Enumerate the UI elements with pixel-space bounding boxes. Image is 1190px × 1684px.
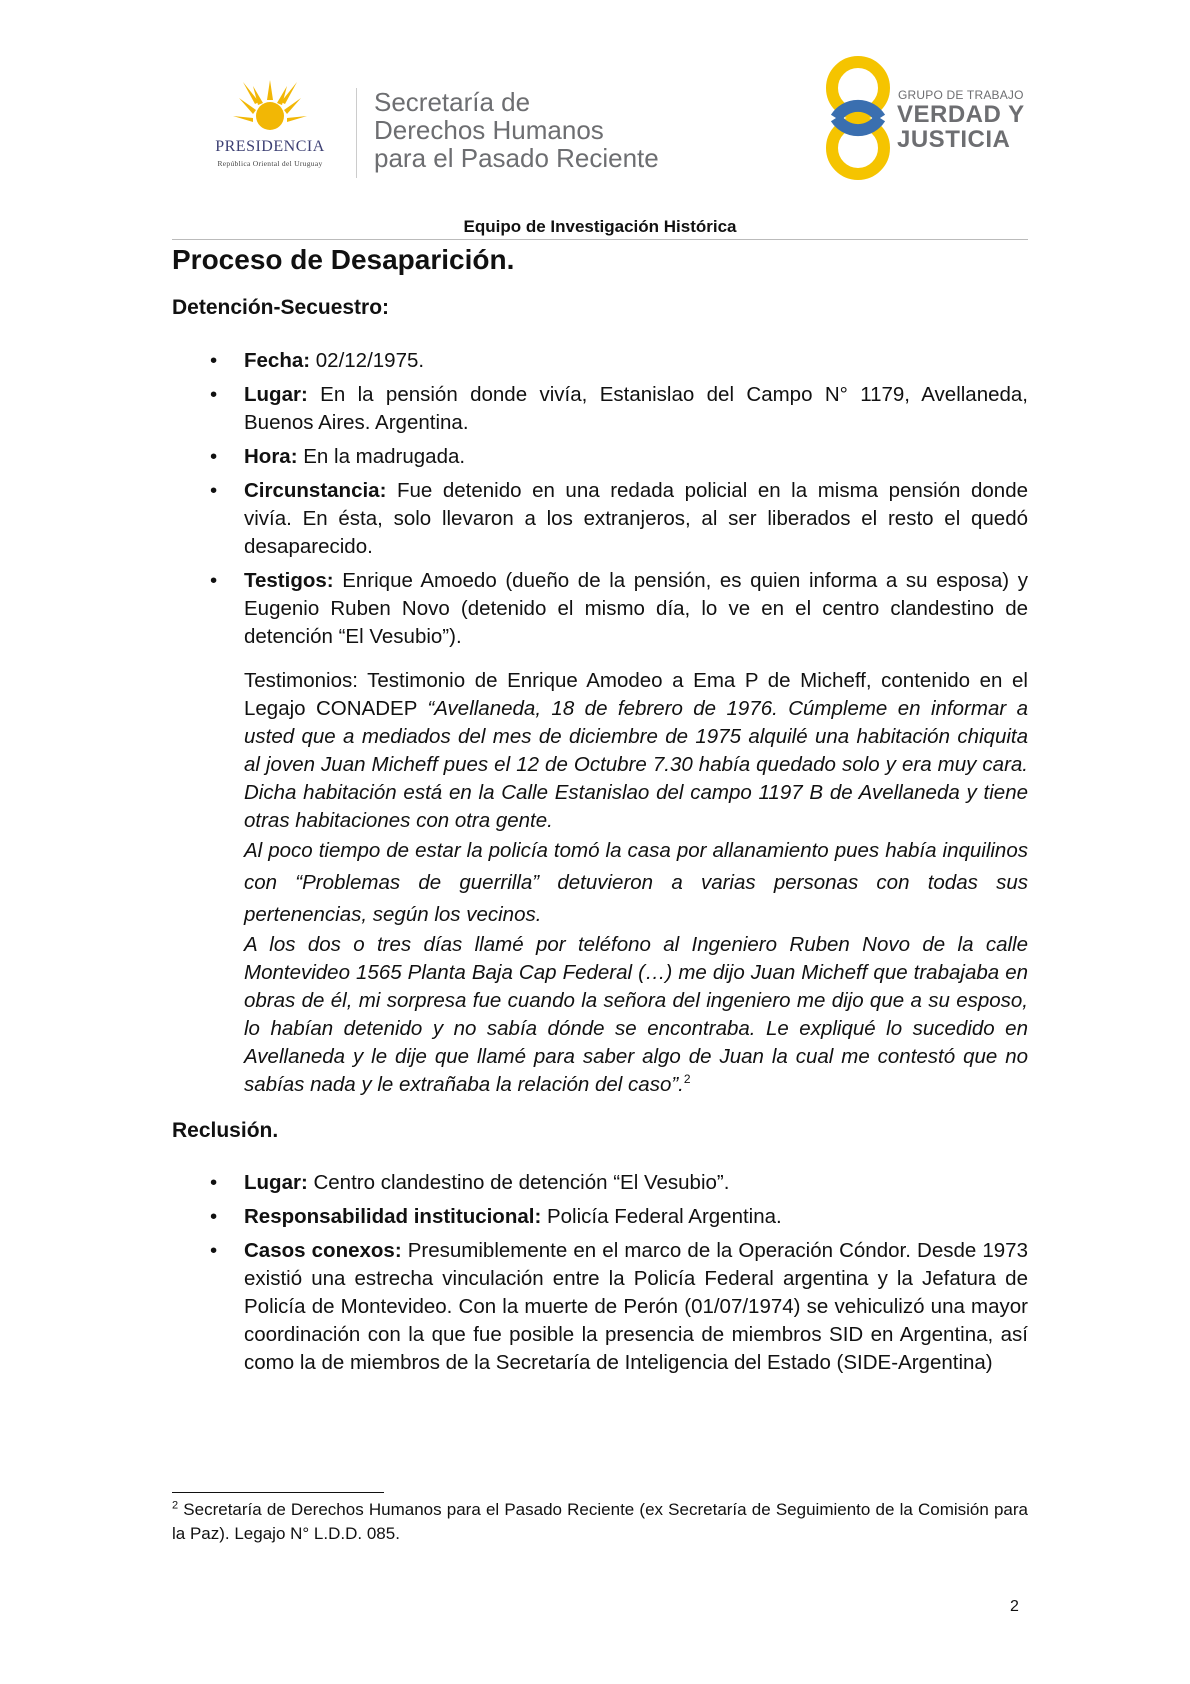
item-text: En la pensión donde vivía, Estanislao del Campo N° 1179, Avellaneda, Buenos Aires. Argentina. [244, 383, 1028, 434]
bullet-icon: • [210, 1205, 218, 1228]
secretaria-logo [374, 88, 714, 172]
page-number: 2 [1010, 1598, 1019, 1615]
testimonios-block [172, 667, 1028, 1099]
detencion-heading: Detención-Secuestro: [172, 296, 390, 319]
bullet-icon: • [210, 349, 218, 372]
list-item [172, 443, 1028, 471]
logo-divider [356, 88, 357, 178]
item-text: En la madrugada. [297, 445, 466, 468]
item-text: Centro clandestino de detención “El Vesubio”. [307, 1171, 730, 1194]
bullet-icon: • [210, 479, 218, 502]
running-header: Equipo de Investigación Histórica [463, 217, 737, 236]
bullet-icon: • [210, 383, 218, 406]
item-label: Fecha: [244, 349, 311, 372]
presidencia-logo [195, 80, 345, 180]
secretaria-line-3: para el Pasado Reciente [374, 143, 659, 173]
item-label: Responsabilidad institucional: [244, 1205, 542, 1228]
item-text: Enrique Amoedo (dueño de la pensión, es quien informa a su esposa) y Eugenio Ruben Novo (detenido el mismo día, lo ve en el centro clandestino de detención “El Vesubio”). [244, 569, 1028, 648]
item-label: Casos conexos: [244, 1239, 402, 1262]
testimonio-quote-3: A los dos o tres días llamé por teléfono al Ingeniero Ruben Novo de la calle Montevideo 1565 Planta Baja Cap Federal (…) me dijo Juan Micheff que trabajaba en obras de él, mi sorpresa fue cuando la señora del ingeniero me dijo que a su esposo, lo habían detenido y no sabía dónde se encontraba. Le expliqué lo sucedido en Avellaneda y le dije que llamé para saber algo de Juan la cual me contestó que no sabías nada y le extrañaba la relación del caso”. [244, 933, 1028, 1096]
list-item [172, 1169, 1028, 1197]
secretaria-line-1: Secretaría de [374, 87, 531, 117]
list-item [172, 1237, 1028, 1377]
verdad-label: VERDAD Y [897, 101, 1025, 128]
footnote-rule [172, 1492, 384, 1493]
item-text: 02/12/1975. [310, 349, 425, 372]
presidencia-subtitle: República Oriental del Uruguay [217, 159, 323, 168]
interlocked-rings-icon [818, 54, 898, 182]
item-label: Circunstancia: [244, 479, 387, 502]
bullet-icon: • [210, 445, 218, 468]
list-item [172, 477, 1028, 561]
item-label: Hora: [244, 445, 298, 468]
item-label: Lugar: [244, 1171, 308, 1194]
footnote-number: 2 [172, 1499, 179, 1512]
item-text: Presumiblemente en el marco de la Operación Cóndor. Desde 1973 existió una estrecha vinculación entre la Policía Federal argentina y la Jefatura de Policía de Montevideo. Con la muerte de Perón (01/07/1974) se vehiculizó una mayor coordinación con la que fue posible la presencia de miembros SID en Argentina, así como la de miembros de la Secretaría de Inteligencia del Estado (SIDE-Argentina) [244, 1239, 1028, 1374]
testimonio-paragraph-1 [244, 667, 1028, 835]
list-item [172, 567, 1028, 651]
reclusion-heading: Reclusión. [172, 1119, 279, 1142]
bullet-icon: • [210, 1171, 218, 1194]
testimonio-quote-2: Al poco tiempo de estar la policía tomó la casa por allanamiento pues había inquilinos con “Problemas de guerrilla” detuvieron a varias personas con todas sus pertenencias, según los vecinos. [244, 839, 1028, 926]
item-text: Fue detenido en una redada policial en la misma pensión donde vivía. En ésta, solo llevaron a los extranjeros, al ser liberados el resto el quedó desaparecido. [244, 479, 1028, 558]
reclusion-list [172, 1169, 1028, 1377]
footnote-reference[interactable]: 2 [683, 1072, 691, 1087]
bullet-icon: • [210, 569, 218, 592]
list-item [172, 381, 1028, 437]
bullet-icon: • [210, 1239, 218, 1262]
main-content [172, 240, 1028, 1383]
footnote [172, 1498, 1028, 1546]
testimonio-quote-1: “Avellaneda, 18 de febrero de 1976. Cúmpleme en informar a usted que a mediados del mes de diciembre de 1975 alquilé una habitación chiquita al joven Juan Micheff pues el 12 de Octubre 7.30 había quedado solo y era muy cara. Dicha habitación está en la Calle Estanislao del campo 1197 B de Avellaneda y tiene otras habitaciones con otra gente. [244, 697, 1028, 832]
list-item [172, 347, 1028, 375]
testimonio-intro: Testimonios: Testimonio de Enrique Amodeo a Ema P de Micheff, contenido en el Legajo CONADEP [244, 669, 1028, 720]
item-label: Testigos: [244, 569, 334, 592]
item-label: Lugar: [244, 383, 308, 406]
section-title: Proceso de Desaparición. [172, 244, 515, 275]
justicia-label: JUSTICIA [897, 126, 1011, 153]
testimonio-paragraph-2 [244, 835, 1028, 931]
list-item [172, 1203, 1028, 1231]
sun-emblem-icon [233, 80, 307, 140]
presidencia-name: PRESIDENCIA [215, 138, 325, 155]
grupo-trabajo-label: GRUPO DE TRABAJO [898, 88, 1024, 102]
detencion-list [172, 347, 1028, 651]
grupo-trabajo-logo [818, 54, 1033, 184]
item-text: Policía Federal Argentina. [541, 1205, 782, 1228]
testimonio-paragraph-3 [244, 931, 1028, 1099]
footnote-text: Secretaría de Derechos Humanos para el Pasado Reciente (ex Secretaría de Seguimiento de la Comisión para la Paz). Legajo N° L.D.D. 085. [172, 1500, 1028, 1543]
secretaria-line-2: Derechos Humanos [374, 115, 604, 145]
